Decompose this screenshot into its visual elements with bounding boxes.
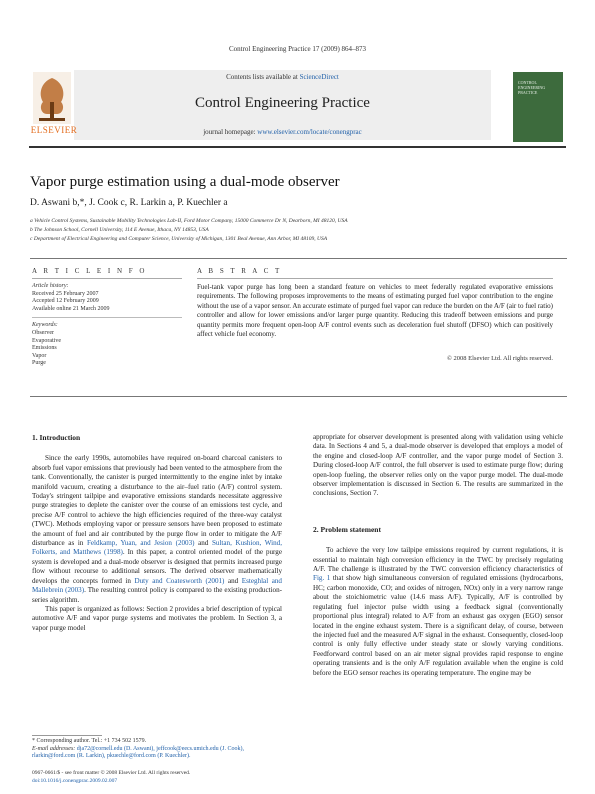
keywords-label: Keywords: <box>32 322 58 329</box>
ref-sultan[interactable]: Sultan, Kushion, Wind, Folkerts, and Matthews (1998) <box>32 539 283 557</box>
doi-link[interactable]: doi:10.1016/j.conengprac.2009.02.007 <box>32 777 118 784</box>
ref-feldkamp[interactable]: Feldkamp, Yuan, and Jesion (2003) <box>86 539 195 548</box>
info-divider <box>32 317 182 318</box>
article-info-heading: A R T I C L E I N F O <box>32 267 147 275</box>
email-addresses[interactable]: dja72@cornell.edu (D. Aswani), jeffcook@eecs.umich.edu (J. Cook), rlarkin@ford.com (R. Larkin), pkuechle@ford.com (P. Kuechler). <box>32 745 245 760</box>
contents-line <box>74 73 491 81</box>
corresponding-author: * Corresponding author. Tel.: +1 734 502 1579. <box>32 738 147 744</box>
affiliation-c: c Department of Electrical Engineering and Computer Science, University of Michigan, 1301 Beal Avenue, Ann Arbor, MI 48109, USA <box>30 236 328 242</box>
ref-duty[interactable]: Duty and Coatesworth (2001) <box>134 576 225 585</box>
right-paragraph-1: appropriate for observer development is presented along with validation using vehicle data. In Sections 4 and 5, a dual-mode observer is developed that employs a model of the engine and closed-loop A/F controller, and the vapor purge model of Section 3. During closed-loop A/F control, the full observer is used to estimate purge flow; during open-loop fueling, the observer relies only on the vapor purge model. The dual-mode observer implementation is discussed in Section 6. The results are summarized in the conclusions, Section 7. <box>313 433 563 498</box>
received-date: Received 25 February 2007 <box>32 290 99 297</box>
footer <box>32 770 190 785</box>
ref-esteghlal[interactable]: Esteghlal and Mallebrein (2003) <box>32 576 282 595</box>
homepage-prefix: journal homepage: <box>203 128 258 136</box>
footnote-rule <box>32 735 102 736</box>
keyword: Evaporative <box>32 337 61 344</box>
section-1-heading: 1. Introduction <box>32 433 81 442</box>
intro-paragraph-2: This paper is organized as follows: Section 2 provides a brief description of typical automotive A/F and vapor purge systems and motivates the problem. In Section 3, a vapor purge model <box>32 604 282 632</box>
keyword: Emissions <box>32 345 57 352</box>
abstract-text: Fuel-tank vapor purge has long been a standard feature on vehicles to meet federally regulated evaporative emissions requirements. The following proposes improvements to the means of estimating purged fuel vapor contribution to the engine without the use of a vapor sensor. An accurate estimate of purged fuel vapor can reduce the burden on the A/F (air to fuel ratio) controller and allow for lower emissions and/or larger purge quantity. Reducing this tradeoff between emissions and purge quantity permits more frequent open-loop A/F control events such as deceleration fuel shutoff (DFSO) which can positively affect vehicle fuel economy. <box>197 283 553 339</box>
masthead-rule <box>29 146 566 148</box>
journal-title: Control Engineering Practice <box>195 95 370 111</box>
footnote <box>32 738 282 761</box>
publisher-name: ELSEVIER <box>30 125 78 135</box>
left-column <box>32 433 282 633</box>
article-info <box>32 283 182 368</box>
section-2-heading: 2. Problem statement <box>313 524 381 534</box>
sciencedirect-link[interactable]: ScienceDirect <box>299 73 339 81</box>
keyword: Observer <box>32 329 54 336</box>
intro-paragraph-1: Since the early 1990s, automobiles have required on-board charcoal canisters to absorb fuel vapor emissions that previously had been vented to the atmosphere from the tank. Conventionally, the canister is purged intermittently to the engine inlet by intake manifold vacuum, creating a disturbance to the air–fuel ratio (A/F) control system. Today's stringent tailpipe and evaporative emissions standards necessitate aggressive purge strategies to deplete the canister over the course of an emissions test cycle, and precise A/F control to achieve the high efficiencies required of the three-way catalyst (TWC). Methods employing vapor or pressure sensors have been proposed to estimate the amount of fuel and air contributed by the purge flow in order to mitigate the A/F disturbance as in Feldkamp, Yuan, and Jesion (2003) and Sultan, Kushion, Wind, Folkerts, and Matthews (1998). In this paper, a control oriented model of the purge system is developed and a dual-mode observer is designed that permits increased purge flow without recourse to additional sensors. The derived observer mathematically develops the concepts formed in Duty and Coatesworth (2001) and Esteghlal and Mallebrein (2003). The resulting control policy is compared to the existing production-series algorithm. <box>32 454 283 604</box>
title-rule <box>30 258 567 259</box>
homepage-link[interactable]: www.elsevier.com/locate/conengprac <box>257 128 362 136</box>
right-column <box>313 433 563 678</box>
abstract-bottom-rule <box>30 396 567 397</box>
contents-prefix: Contents lists available at <box>226 73 300 81</box>
info-rule <box>32 278 182 279</box>
problem-paragraph: To achieve the very low tailpipe emissions required by current regulations, it is essential to maintain high conversion efficiency in the TWC by precisely regulating A/F. The challenge is illustrated by the TWC conversion efficiency characteristics of Fig. 1 that show high simultaneous conversion of regulated emissions (hydrocarbons, HC; carbon monoxide, CO; and oxides of nitrogen, NOx) only in a very narrow range about the stoichiometric value (14.6 mass A/F). Typically, A/F is controlled by regulating fuel injector pulse width using a feedback signal (conventionally proportional plus integral) related to A/F from an exhaust gas oxygen (EGO) sensor located in the engine exhaust system. There is a significant delay, of course, between the injected fuel and the measured A/F signal in the exhaust. Consequently, closed-loop control is only fully effective under steady state or slowly varying conditions. Feedforward control based on an air meter signal provides rapid response to engine operating transients and is the only A/F regulation available when the engine is cold before the EGO sensor reaches its operating temperature. The engine may be <box>313 546 563 677</box>
affiliation-a: a Vehicle Control Systems, Sustainable Mobility Technologies Lab-II, Ford Motor Company, 15000 Commerce Dr N, Dearborn, MI 48120, USA <box>30 218 348 224</box>
keyword: Vapor <box>32 352 47 359</box>
journal-cover-icon: CONTROL ENGINEERING PRACTICE <box>513 72 563 142</box>
copyright: © 2008 Elsevier Ltd. All rights reserved. <box>446 355 553 362</box>
history-label: Article history: <box>32 283 69 289</box>
elsevier-tree-logo-icon <box>33 72 71 124</box>
abstract-rule <box>197 278 553 279</box>
keyword: Purge <box>32 360 46 367</box>
abstract-heading: A B S T R A C T <box>197 267 282 275</box>
issn-line: 0967-0661/$ - see front matter © 2008 Elsevier Ltd. All rights reserved. <box>32 770 191 776</box>
accepted-date: Accepted 12 February 2009 <box>32 298 99 305</box>
emails-label: E-mail addresses: <box>32 745 77 752</box>
running-head: Control Engineering Practice 17 (2009) 864–873 <box>228 45 367 53</box>
authors: D. Aswani b,*, J. Cook c, R. Larkin a, P. Kuechler a <box>30 198 228 208</box>
article-title: Vapor purge estimation using a dual-mode observer <box>30 174 340 190</box>
journal-homepage <box>74 128 491 136</box>
ref-fig1[interactable]: Fig. 1 <box>313 574 331 583</box>
affiliation-b: b The Johnson School, Cornell University, 114 E Avenue, Ithaca, NY 14853, USA <box>30 227 209 233</box>
online-date: Available online 21 March 2009 <box>32 305 110 312</box>
